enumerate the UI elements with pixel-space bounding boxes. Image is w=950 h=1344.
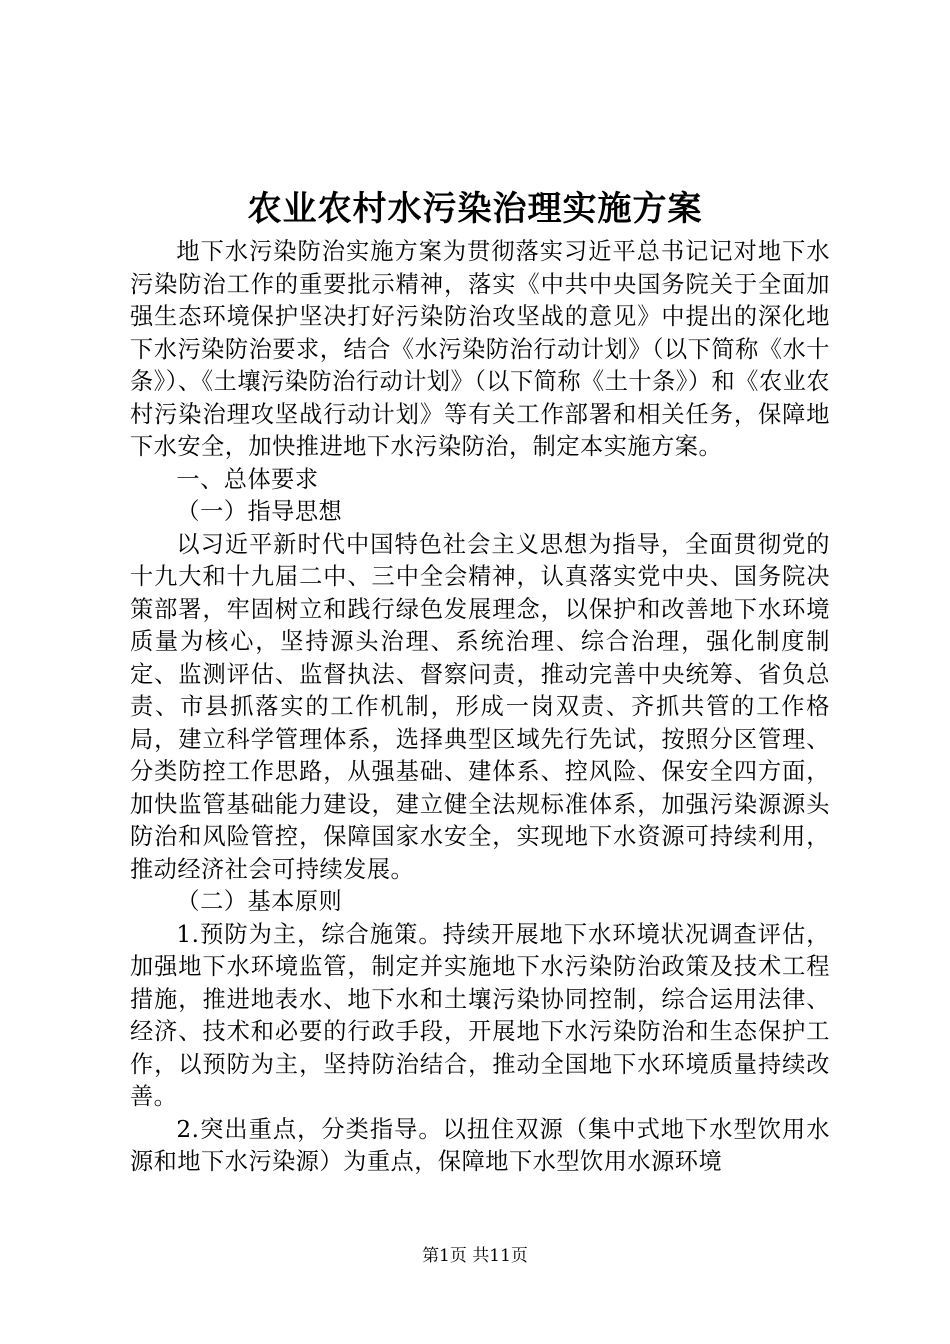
page-footer: 第1页 共11页 bbox=[422, 1246, 528, 1266]
document-title: 农业农村水污染治理实施方案 bbox=[247, 189, 703, 229]
principle-2-paragraph: 2.突出重点，分类指导。以扭住双源（集中式地下水型饮用水源和地下水污染源）为重点，保障地下水型饮用水源环境 bbox=[130, 1115, 830, 1175]
subsection-heading-basic-principles: （二）基本原则 bbox=[176, 888, 343, 915]
intro-paragraph: 地下水污染防治实施方案为贯彻落实习近平总书记记对地下水污染防治工作的重要批示精神，落实《中共中央国务院关于全面加强生态环境保护坚决打好污染防治攻坚战的意见》中提出的深化地下水污染防治要求，结合《水污染防治行动计划》（以下简称《水十条》）、《土壤污染防治行动计划》（以下简称《土十条》）和《农业农村污染治理攻坚战行动计划》等有关工作部署和相关任务，保障地下水安全，加快推进地下水污染防治，制定本实施方案。 bbox=[130, 238, 830, 460]
guiding-thought-paragraph: 以习近平新时代中国特色社会主义思想为指导，全面贯彻党的十九大和十九届二中、三中全会精神，认真落实党中央、国务院决策部署，牢固树立和践行绿色发展理念，以保护和改善地下水环境质量为核心，坚持源头治理、系统治理、综合治理，强化制度制定、监测评估、监督执法、督察问责，推动完善中央统筹、省负总责、市县抓落实的工作机制，形成一岗双责、齐抓共管的工作格局，建立科学管理体系，选择典型区域先行先试，按照分区管理、分类防控工作思路，从强基础、建体系、控风险、保安全四方面，加快监管基础能力建设，建立健全法规标准体系，加强污染源源头防治和风险管控，保障国家水安全，实现地下水资源可持续利用，推动经济社会可持续发展。 bbox=[130, 530, 830, 883]
subsection-heading-guiding-thought: （一）指导思想 bbox=[176, 498, 343, 525]
document-body bbox=[130, 236, 830, 1179]
principle-1-paragraph: 1.预防为主，综合施策。持续开展地下水环境状况调查评估，加强地下水环境监管，制定并实施地下水污染防治政策及技术工程措施，推进地表水、地下水和土壤污染协同控制，综合运用法律、经济、技术和必要的行政手段，开展地下水污染防治和生态保护工作，以预防为主，坚持防治结合，推动全国地下水环境质量持续改善。 bbox=[130, 920, 830, 1110]
section-heading-general-requirements: 一、总体要求 bbox=[176, 465, 319, 493]
